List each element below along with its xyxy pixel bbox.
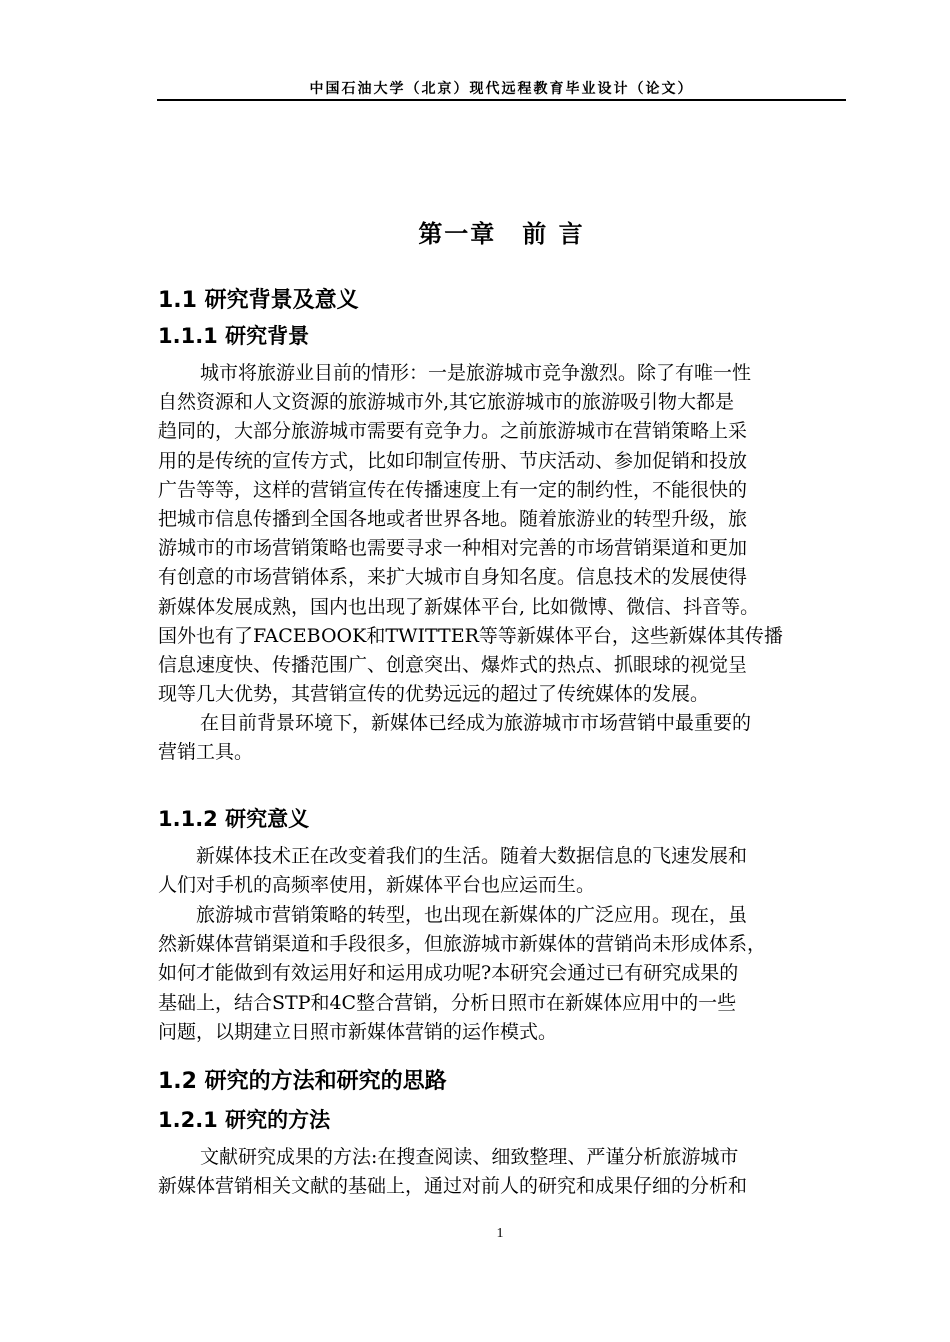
paragraph-line: 把城市信息传播到全国各地或者世界各地。随着旅游业的转型升级，旅	[158, 508, 748, 531]
paragraph-line: 新媒体技术正在改变着我们的生活。随着大数据信息的飞速发展和	[196, 845, 748, 867]
chapter-title: 第一章 前 言	[418, 220, 585, 248]
paragraph-line: 自然资源和人文资源的旅游城市外,其它旅游城市的旅游吸引物大都是	[158, 391, 735, 414]
section-heading-1-1: 1.1 研究背景及意义	[158, 288, 359, 313]
paragraph-line: 现等几大优势，其营销宣传的优势远远的超过了传统媒体的发展。	[158, 683, 710, 706]
paragraph-line: 在目前背景环境下，新媒体已经成为旅游城市市场营销中最重要的	[200, 712, 752, 734]
paragraph-line: 趋同的，大部分旅游城市需要有竞争力。之前旅游城市在营销策略上采	[158, 420, 748, 443]
paragraph-line: 新媒体营销相关文献的基础上，通过对前人的研究和成果仔细的分析和	[158, 1175, 748, 1198]
paragraph-line: 广告等等，这样的营销宣传在传播速度上有一定的制约性，不能很快的	[158, 478, 748, 501]
paragraph-media-tool	[158, 709, 852, 767]
header-divider	[157, 99, 846, 101]
paragraph-line: 然新媒体营销渠道和手段很多，但旅游城市新媒体的营销尚未形成体系，	[158, 933, 767, 956]
section-heading-1-2: 1.2 研究的方法和研究的思路	[158, 1069, 447, 1094]
section-heading-1-2-1: 1.2.1 研究的方法	[158, 1108, 331, 1132]
paragraph-line: 新媒体发展成熟，国内也出现了新媒体平台, 比如微博、微信、抖音等。	[158, 595, 760, 618]
paragraph-line: 人们对手机的高频率使用，新媒体平台也应运而生。	[158, 874, 596, 897]
paragraph-research-significance	[158, 842, 852, 900]
paragraph-line: 基础上，结合STP和4C整合营销，分析日照市在新媒体应用中的一些	[158, 991, 737, 1014]
paragraph-research-background	[158, 359, 852, 709]
paragraph-line: 信息速度快、传播范围广、创意突出、爆炸式的热点、抓眼球的视觉呈	[158, 654, 748, 677]
paragraph-line: 营销工具。	[158, 741, 254, 764]
page-number: 1	[496, 1226, 504, 1241]
paragraph-line: 有创意的市场营销体系，来扩大城市自身知名度。信息技术的发展使得	[158, 566, 748, 589]
running-header: 中国石油大学（北京）现代远程教育毕业设计（论文）	[309, 81, 694, 97]
paragraph-line: 用的是传统的宣传方式，比如印制宣传册、节庆活动、参加促销和投放	[158, 449, 748, 472]
paragraph-line: 城市将旅游业目前的情形：一是旅游城市竞争激烈。除了有唯一性	[200, 362, 752, 384]
paragraph-line: 国外也有了FACEBOOK和TWITTER等等新媒体平台，这些新媒体其传播	[158, 624, 783, 647]
paragraph-research-method	[158, 1143, 852, 1201]
paragraph-line: 旅游城市营销策略的转型，也出现在新媒体的广泛应用。现在，虽	[196, 904, 748, 926]
paragraph-line: 文献研究成果的方法:在搜查阅读、细致整理、严谨分析旅游城市	[200, 1146, 739, 1168]
section-heading-1-1-2: 1.1.2 研究意义	[158, 807, 310, 831]
paragraph-line: 游城市的市场营销策略也需要寻求一种相对完善的市场营销渠道和更加	[158, 537, 748, 560]
section-heading-1-1-1: 1.1.1 研究背景	[158, 324, 310, 348]
paragraph-strategy-transformation	[158, 901, 852, 1047]
paragraph-line: 问题，以期建立日照市新媒体营销的运作模式。	[158, 1020, 558, 1043]
paragraph-line: 如何才能做到有效运用好和运用成功呢?本研究会通过已有研究成果的	[158, 962, 739, 985]
